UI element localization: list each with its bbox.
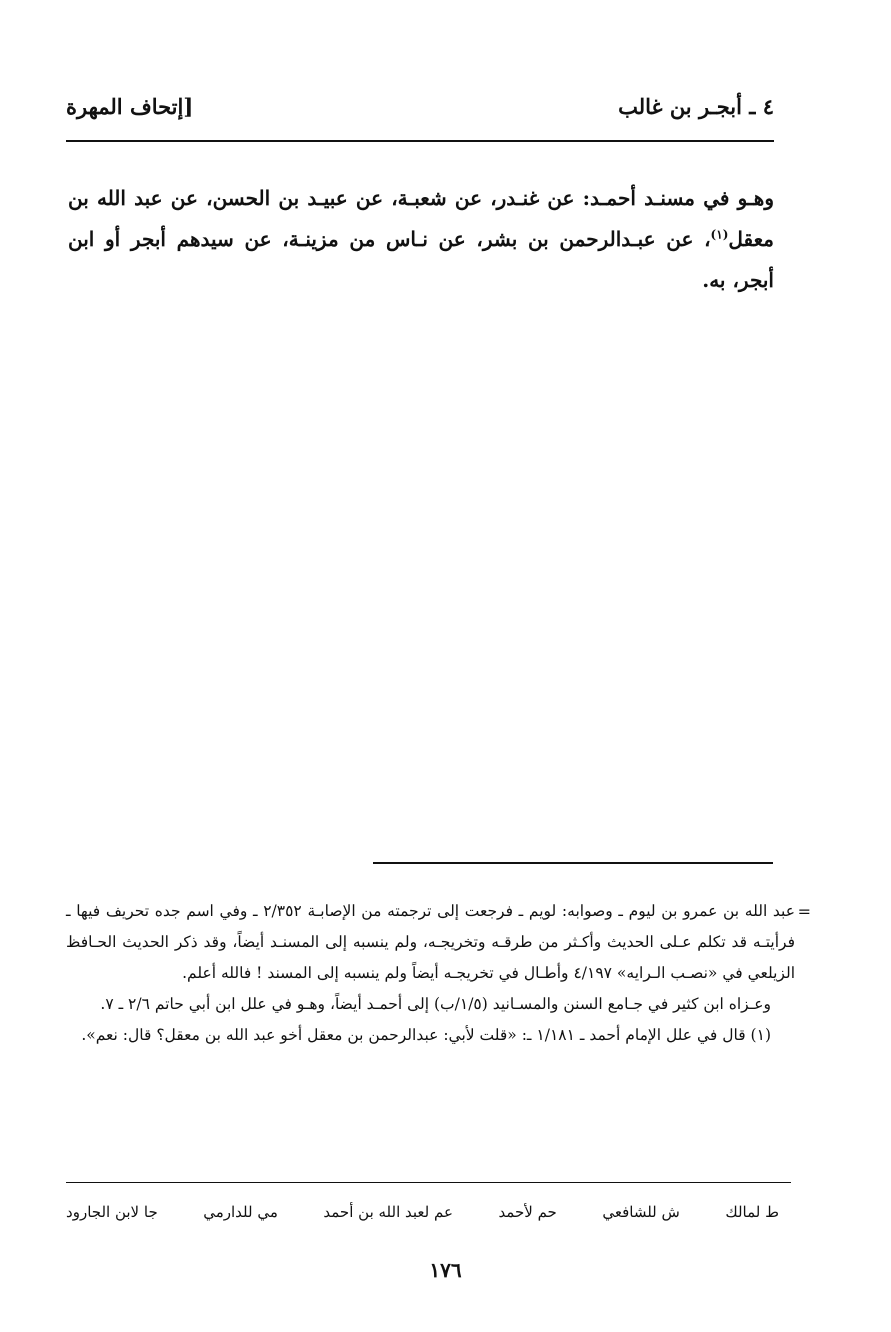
main-text-lead: وهـو في مسنـد أحمـد: [582,186,774,210]
abbreviation-item: عم لعبد الله بن أحمد [323,1203,453,1221]
footnote-continuation-mark: = [797,902,811,921]
abbreviations-key [66,1196,779,1228]
header-rule [66,140,774,142]
abbreviation-item: حم لأحمد [498,1203,557,1221]
abbreviations-rule [66,1182,791,1183]
footnote-paragraph: (١) قال في علل الإمام أحمد ـ ١/١٨١ ـ: «قلت لأبي: عبدالرحمن بن معقل أخو عبد الله بن معقل؟ قال: نعم». [81,1026,771,1044]
abbreviation-item: جا لابن الجارود [66,1203,158,1221]
abbreviation-item: ط لمالك [725,1203,779,1221]
running-header [66,88,774,124]
page-number: ١٧٦ [429,1258,462,1282]
abbreviation-item: ش للشافعي [602,1203,680,1221]
footnote-marker: (١) [710,227,729,242]
main-text-part-2: ، عن عبـدالرحمن بن بشر، عن نـاس من مزينـة، عن سيدهم أبجر أو ابن أبجر، به. [68,227,774,292]
main-text [68,178,774,301]
header-book-title: [إتحاف المهرة [66,93,194,119]
footnote-rule [373,862,773,864]
abbreviation-item: مي للدارمي [203,1203,278,1221]
footnotes [66,896,795,1051]
main-text-part-1: عن غنـدر، عن شعبـة، عن عبيـد بن الحسن، عن عبد الله بن معقل [68,186,774,251]
footnote-paragraph: عبد الله بن عمرو بن ليوم ـ وصوابه: لويم ـ فرجعت إلى ترجمته من الإصابـة ٢/٣٥٢ ـ وفي اسم جده تحريف فيها ـ فرأيتـه قد تكلم عـلى الحديث وأكـثر من طرقـه وتخريجـه، ولم ينسبه إلى المسنـد أيضاً، وقد ذكر الحديث الحـافظ الزيلعي في «نصـب الـرايه» ٤/١٩٧ وأطـال في تخريجـه أيضاً ولم ينسبه إلى المسند ! فالله أعلم. [66,902,795,982]
header-chapter-title: ٤ ـ أبجـر بن غالب [618,93,774,119]
footnote-paragraph: وعـزاه ابن كثير في جـامع السنن والمسـانيد (١/٥/ب) إلى أحمـد أيضاً، وهـو في علل ابن أبي حاتم ٢/٦ ـ ٧. [100,995,771,1013]
